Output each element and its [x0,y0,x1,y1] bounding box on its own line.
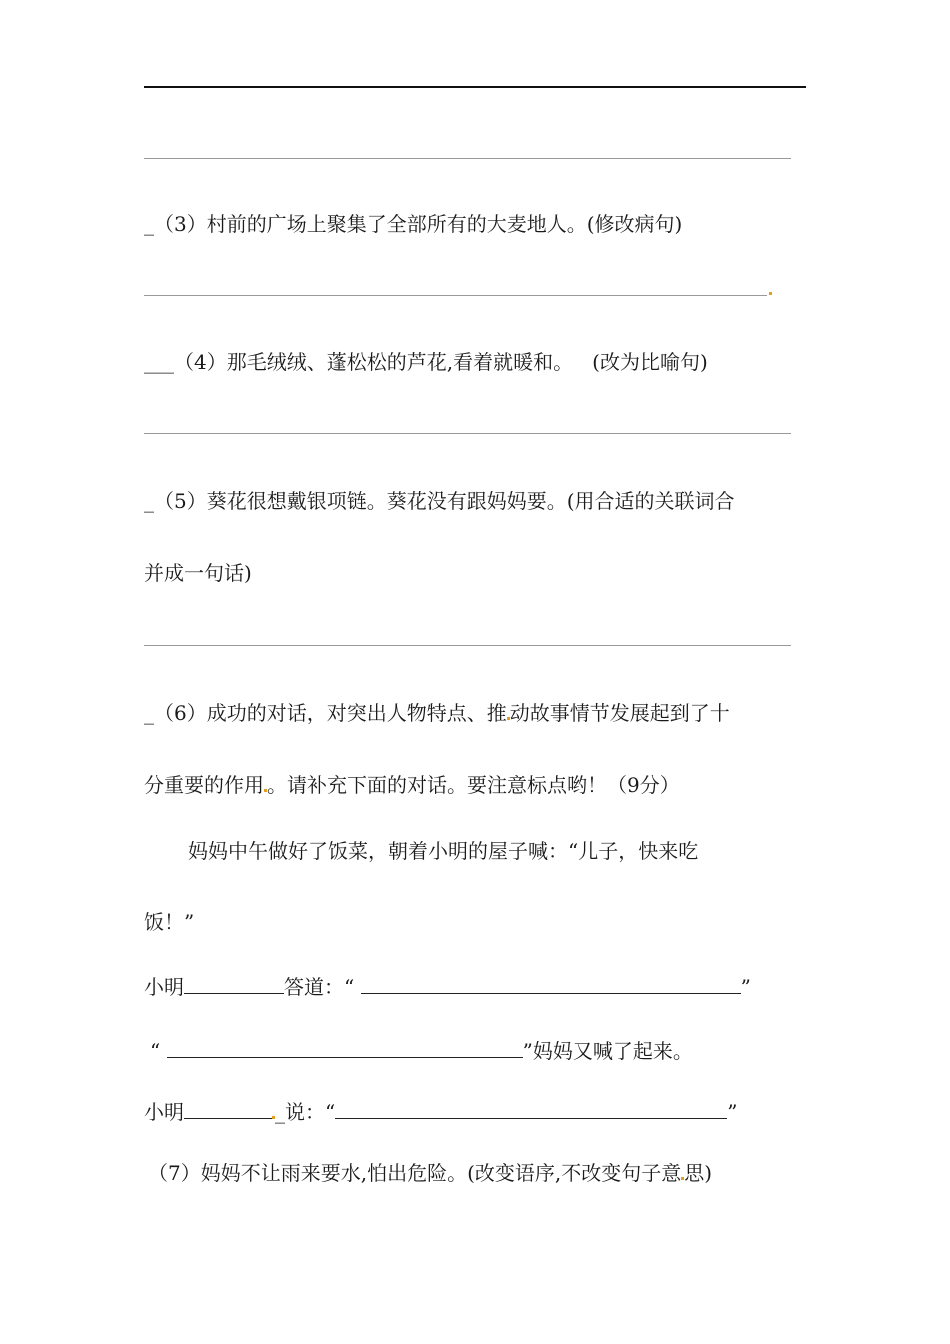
dialog1-verb: 答道：“ [284,975,361,999]
story-line1: 妈妈中午做好了饭菜，朝着小明的屋子喊：“儿子，快来吃 [188,839,699,863]
q7-text-a: （7）妈妈不让雨来要水,怕出危险。(改变语序,不改变句子意 [148,1161,682,1185]
dialog-line2 [150,1041,693,1061]
question-5-line1 [144,491,735,511]
dialog3-speaker: 小明 [144,1100,184,1124]
blank-reply-2[interactable] [335,1102,727,1119]
answer-line-q2[interactable] [144,158,791,159]
mark-dot [769,292,772,295]
dialog2-open: “ [150,1039,167,1063]
blank-manner-2[interactable] [184,1102,272,1119]
blank-reply-1[interactable] [361,977,741,994]
story-line2: 饭！” [144,910,195,934]
q7-text-b: 思) [684,1161,713,1185]
dialog3-close: ” [727,1100,738,1124]
dialog1-speaker: 小明 [144,975,184,999]
dialog2-close: ”妈妈又喊了起来。 [522,1039,693,1063]
q5-prefix: _ [144,489,154,513]
dialog1-close: ” [740,975,751,999]
q6-line2-b: 。请补充下面的对话。要注意标点哟！（9分） [267,773,680,797]
question-3 [144,214,682,234]
dialog-line1 [144,977,751,997]
blank-manner-1[interactable] [184,977,284,994]
q3-text: （3）村前的广场上聚集了全部所有的大麦地人。(修改病句) [154,212,683,236]
dialog3-verb: _说：“ [275,1100,336,1124]
blank-mother-line[interactable] [167,1041,523,1058]
q6-line2-a: 分重要的作用 [144,773,264,797]
q4-prefix: ___ [144,350,174,374]
top-rule [144,86,806,88]
question-6-line2 [144,775,680,795]
answer-line-q5[interactable] [144,645,791,646]
dialog-line3 [144,1102,737,1122]
q6-line1-b: 动故事情节发展起到了十 [509,701,730,725]
question-4 [144,352,708,372]
q4-text: （4）那毛绒绒、蓬松松的芦花,看着就暖和。 (改为比喻句) [174,350,708,374]
question-5-line2: 并成一句话) [144,561,252,585]
q6-prefix: _ [144,701,154,725]
q6-line1-a: （6）成功的对话，对突出人物特点、推 [154,701,507,725]
question-6-line1 [144,703,730,723]
q3-prefix: _ [144,212,154,236]
answer-line-q3[interactable] [144,295,767,296]
answer-line-q4[interactable] [144,433,791,434]
question-7 [148,1163,712,1183]
q5-text-line1: （5）葵花很想戴银项链。葵花没有跟妈妈要。(用合适的关联词合 [154,489,735,513]
